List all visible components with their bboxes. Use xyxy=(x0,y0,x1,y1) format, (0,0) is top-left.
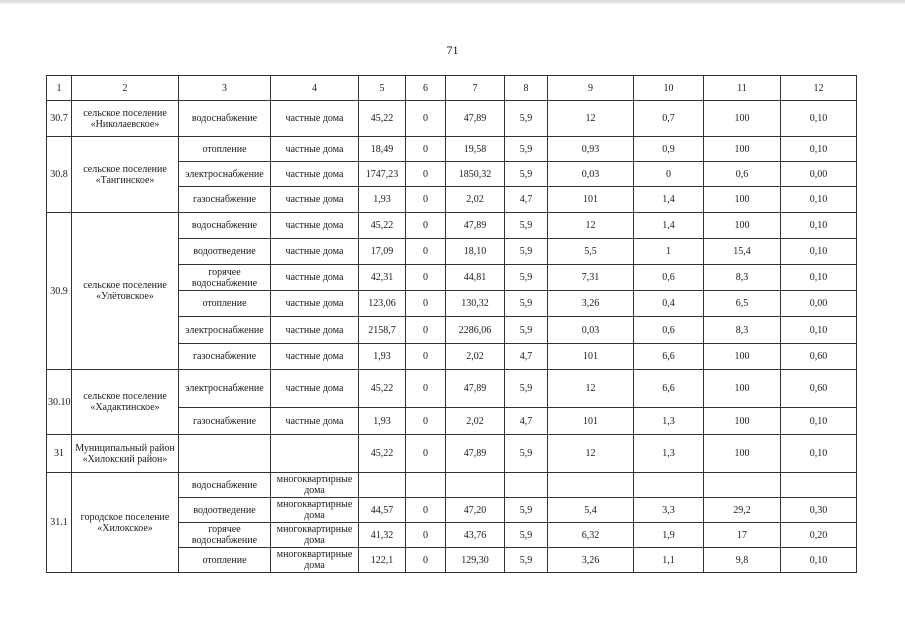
value-col-12: 0,10 xyxy=(781,239,857,265)
header-row xyxy=(47,76,857,101)
value-col-10: 0,6 xyxy=(634,317,704,344)
value-col-10: 1,3 xyxy=(634,408,704,435)
value-col-9: 0,93 xyxy=(548,137,634,162)
value-col-10: 0 xyxy=(634,162,704,187)
value-col-8: 5,9 xyxy=(505,370,548,408)
value-col-7: 18,10 xyxy=(446,239,505,265)
value-col-5: 1,93 xyxy=(359,344,406,370)
value-col-8: 5,9 xyxy=(505,265,548,291)
service-type: водоснабжение xyxy=(179,101,271,137)
value-col-7: 130,32 xyxy=(446,291,505,317)
value-col-6: 0 xyxy=(406,162,446,187)
value-col-5: 17,09 xyxy=(359,239,406,265)
value-col-5: 1,93 xyxy=(359,408,406,435)
value-col-7: 2,02 xyxy=(446,408,505,435)
value-col-5: 42,31 xyxy=(359,265,406,291)
value-col-5: 122,1 xyxy=(359,548,406,573)
value-col-6: 0 xyxy=(406,370,446,408)
value-col-8: 5,9 xyxy=(505,137,548,162)
value-col-5: 123,06 xyxy=(359,291,406,317)
settlement-name: Муниципальный район «Хилокский район» xyxy=(72,435,179,473)
service-type: водоснабжение xyxy=(179,213,271,239)
settlement-name: сельское поселение «Николаевское» xyxy=(72,101,179,137)
value-col-12: 0,10 xyxy=(781,187,857,213)
value-col-6: 0 xyxy=(406,265,446,291)
service-type: водоотведение xyxy=(179,498,271,523)
service-type: отопление xyxy=(179,291,271,317)
value-col-9: 12 xyxy=(548,435,634,473)
tariff-table xyxy=(46,75,857,573)
value-col-8 xyxy=(505,473,548,498)
housing-type: частные дома xyxy=(271,213,359,239)
value-col-5: 45,22 xyxy=(359,101,406,137)
housing-type: частные дома xyxy=(271,344,359,370)
table-row xyxy=(47,213,857,239)
value-col-12: 0,00 xyxy=(781,291,857,317)
value-col-8: 5,9 xyxy=(505,213,548,239)
value-col-11 xyxy=(704,473,781,498)
service-type: электроснабжение xyxy=(179,370,271,408)
value-col-6: 0 xyxy=(406,498,446,523)
housing-type: многоквартирные дома xyxy=(271,548,359,573)
value-col-10: 6,6 xyxy=(634,344,704,370)
value-col-11: 100 xyxy=(704,435,781,473)
value-col-11: 100 xyxy=(704,213,781,239)
housing-type: частные дома xyxy=(271,239,359,265)
value-col-9: 0,03 xyxy=(548,162,634,187)
value-col-12: 0,10 xyxy=(781,548,857,573)
value-col-10: 6,6 xyxy=(634,370,704,408)
value-col-11: 100 xyxy=(704,187,781,213)
value-col-5 xyxy=(359,473,406,498)
value-col-6: 0 xyxy=(406,213,446,239)
value-col-5: 1,93 xyxy=(359,187,406,213)
value-col-8: 5,9 xyxy=(505,523,548,548)
value-col-12: 0,10 xyxy=(781,408,857,435)
value-col-7: 2,02 xyxy=(446,187,505,213)
table-row xyxy=(47,435,857,473)
service-type: отопление xyxy=(179,137,271,162)
header-cell: 6 xyxy=(406,76,446,101)
service-type: газоснабжение xyxy=(179,187,271,213)
value-col-9: 7,31 xyxy=(548,265,634,291)
value-col-7: 47,89 xyxy=(446,435,505,473)
value-col-12: 0,10 xyxy=(781,101,857,137)
housing-type: многоквартирные дома xyxy=(271,473,359,498)
value-col-7: 2,02 xyxy=(446,344,505,370)
value-col-7: 2286,06 xyxy=(446,317,505,344)
value-col-6: 0 xyxy=(406,344,446,370)
value-col-11: 9,8 xyxy=(704,548,781,573)
value-col-10: 0,7 xyxy=(634,101,704,137)
value-col-12: 0,10 xyxy=(781,317,857,344)
value-col-8: 4,7 xyxy=(505,187,548,213)
row-number: 30.9 xyxy=(47,213,72,370)
settlement-name: сельское поселение «Улётовское» xyxy=(72,213,179,370)
value-col-12: 0,00 xyxy=(781,162,857,187)
value-col-10: 1,3 xyxy=(634,435,704,473)
housing-type: частные дома xyxy=(271,162,359,187)
row-number: 31 xyxy=(47,435,72,473)
housing-type: частные дома xyxy=(271,408,359,435)
settlement-name: сельское поселение «Тангинское» xyxy=(72,137,179,213)
housing-type: частные дома xyxy=(271,317,359,344)
value-col-10: 1,4 xyxy=(634,187,704,213)
value-col-11: 100 xyxy=(704,101,781,137)
service-type: газоснабжение xyxy=(179,408,271,435)
value-col-9: 101 xyxy=(548,344,634,370)
value-col-9: 101 xyxy=(548,187,634,213)
value-col-9: 0,03 xyxy=(548,317,634,344)
value-col-7: 43,76 xyxy=(446,523,505,548)
header-cell: 7 xyxy=(446,76,505,101)
value-col-8: 5,9 xyxy=(505,162,548,187)
header-cell: 12 xyxy=(781,76,857,101)
value-col-7: 47,89 xyxy=(446,370,505,408)
value-col-12: 0,30 xyxy=(781,498,857,523)
value-col-9: 3,26 xyxy=(548,548,634,573)
housing-type: многоквартирные дома xyxy=(271,523,359,548)
value-col-6: 0 xyxy=(406,317,446,344)
table-body xyxy=(47,76,857,573)
housing-type: частные дома xyxy=(271,370,359,408)
value-col-8: 5,9 xyxy=(505,435,548,473)
value-col-7: 47,20 xyxy=(446,498,505,523)
value-col-7 xyxy=(446,473,505,498)
header-cell: 10 xyxy=(634,76,704,101)
value-col-9: 12 xyxy=(548,213,634,239)
housing-type: частные дома xyxy=(271,101,359,137)
row-number: 31.1 xyxy=(47,473,72,573)
value-col-10: 1 xyxy=(634,239,704,265)
housing-type xyxy=(271,435,359,473)
value-col-9: 5,5 xyxy=(548,239,634,265)
value-col-5: 41,32 xyxy=(359,523,406,548)
row-number: 30.8 xyxy=(47,137,72,213)
value-col-5: 1747,23 xyxy=(359,162,406,187)
value-col-9 xyxy=(548,473,634,498)
value-col-12: 0,60 xyxy=(781,370,857,408)
value-col-10: 3,3 xyxy=(634,498,704,523)
value-col-11: 8,3 xyxy=(704,317,781,344)
value-col-9: 5,4 xyxy=(548,498,634,523)
value-col-11: 100 xyxy=(704,137,781,162)
table-row xyxy=(47,137,857,162)
value-col-7: 19,58 xyxy=(446,137,505,162)
header-cell: 3 xyxy=(179,76,271,101)
value-col-10: 1,9 xyxy=(634,523,704,548)
value-col-7: 47,89 xyxy=(446,213,505,239)
value-col-7: 47,89 xyxy=(446,101,505,137)
value-col-6: 0 xyxy=(406,239,446,265)
service-type: горячее водоснабжение xyxy=(179,523,271,548)
value-col-11: 6,5 xyxy=(704,291,781,317)
value-col-5: 2158,7 xyxy=(359,317,406,344)
header-cell: 5 xyxy=(359,76,406,101)
housing-type: частные дома xyxy=(271,187,359,213)
table-row xyxy=(47,101,857,137)
header-cell: 1 xyxy=(47,76,72,101)
value-col-11: 100 xyxy=(704,408,781,435)
value-col-6: 0 xyxy=(406,435,446,473)
value-col-11: 100 xyxy=(704,370,781,408)
header-cell: 9 xyxy=(548,76,634,101)
header-cell: 2 xyxy=(72,76,179,101)
value-col-10: 0,9 xyxy=(634,137,704,162)
table-row xyxy=(47,370,857,408)
value-col-11: 29,2 xyxy=(704,498,781,523)
value-col-9: 3,26 xyxy=(548,291,634,317)
value-col-9: 6,32 xyxy=(548,523,634,548)
value-col-9: 12 xyxy=(548,101,634,137)
value-col-10: 1,4 xyxy=(634,213,704,239)
service-type: горячее водоснабжение xyxy=(179,265,271,291)
page-number: 71 xyxy=(446,43,459,57)
housing-type: многоквартирные дома xyxy=(271,498,359,523)
value-col-5: 45,22 xyxy=(359,370,406,408)
value-col-10: 1,1 xyxy=(634,548,704,573)
housing-type: частные дома xyxy=(271,137,359,162)
value-col-11: 15,4 xyxy=(704,239,781,265)
row-number: 30.10 xyxy=(47,370,72,435)
value-col-12: 0,10 xyxy=(781,265,857,291)
value-col-8: 5,9 xyxy=(505,101,548,137)
housing-type: частные дома xyxy=(271,265,359,291)
service-type: газоснабжение xyxy=(179,344,271,370)
value-col-6: 0 xyxy=(406,187,446,213)
value-col-8: 5,9 xyxy=(505,498,548,523)
value-col-8: 4,7 xyxy=(505,408,548,435)
value-col-5: 45,22 xyxy=(359,435,406,473)
value-col-11: 0,6 xyxy=(704,162,781,187)
header-cell: 4 xyxy=(271,76,359,101)
value-col-11: 8,3 xyxy=(704,265,781,291)
value-col-6: 0 xyxy=(406,291,446,317)
value-col-10: 0,4 xyxy=(634,291,704,317)
service-type: водоснабжение xyxy=(179,473,271,498)
value-col-12: 0,10 xyxy=(781,137,857,162)
service-type: электроснабжение xyxy=(179,317,271,344)
settlement-name: городское поселение «Хилокское» xyxy=(72,473,179,573)
value-col-11: 100 xyxy=(704,344,781,370)
value-col-7: 1850,32 xyxy=(446,162,505,187)
service-type: отопление xyxy=(179,548,271,573)
value-col-8: 5,9 xyxy=(505,239,548,265)
service-type: электроснабжение xyxy=(179,162,271,187)
header-cell: 8 xyxy=(505,76,548,101)
value-col-6: 0 xyxy=(406,408,446,435)
row-number: 30.7 xyxy=(47,101,72,137)
table-row xyxy=(47,473,857,498)
service-type xyxy=(179,435,271,473)
service-type: водоотведение xyxy=(179,239,271,265)
value-col-6: 0 xyxy=(406,548,446,573)
value-col-8: 4,7 xyxy=(505,344,548,370)
header-cell: 11 xyxy=(704,76,781,101)
value-col-5: 45,22 xyxy=(359,213,406,239)
value-col-11: 17 xyxy=(704,523,781,548)
value-col-12: 0,10 xyxy=(781,435,857,473)
value-col-7: 44,81 xyxy=(446,265,505,291)
value-col-8: 5,9 xyxy=(505,548,548,573)
value-col-7: 129,30 xyxy=(446,548,505,573)
scan-edge xyxy=(0,0,905,4)
value-col-8: 5,9 xyxy=(505,291,548,317)
value-col-9: 101 xyxy=(548,408,634,435)
value-col-12: 0,20 xyxy=(781,523,857,548)
value-col-8: 5,9 xyxy=(505,317,548,344)
value-col-12: 0,60 xyxy=(781,344,857,370)
value-col-5: 44,57 xyxy=(359,498,406,523)
settlement-name: сельское поселение «Хадактинское» xyxy=(72,370,179,435)
value-col-5: 18,49 xyxy=(359,137,406,162)
value-col-12 xyxy=(781,473,857,498)
housing-type: частные дома xyxy=(271,291,359,317)
value-col-6: 0 xyxy=(406,523,446,548)
value-col-6: 0 xyxy=(406,101,446,137)
value-col-9: 12 xyxy=(548,370,634,408)
value-col-10 xyxy=(634,473,704,498)
value-col-6 xyxy=(406,473,446,498)
value-col-10: 0,6 xyxy=(634,265,704,291)
value-col-6: 0 xyxy=(406,137,446,162)
value-col-12: 0,10 xyxy=(781,213,857,239)
